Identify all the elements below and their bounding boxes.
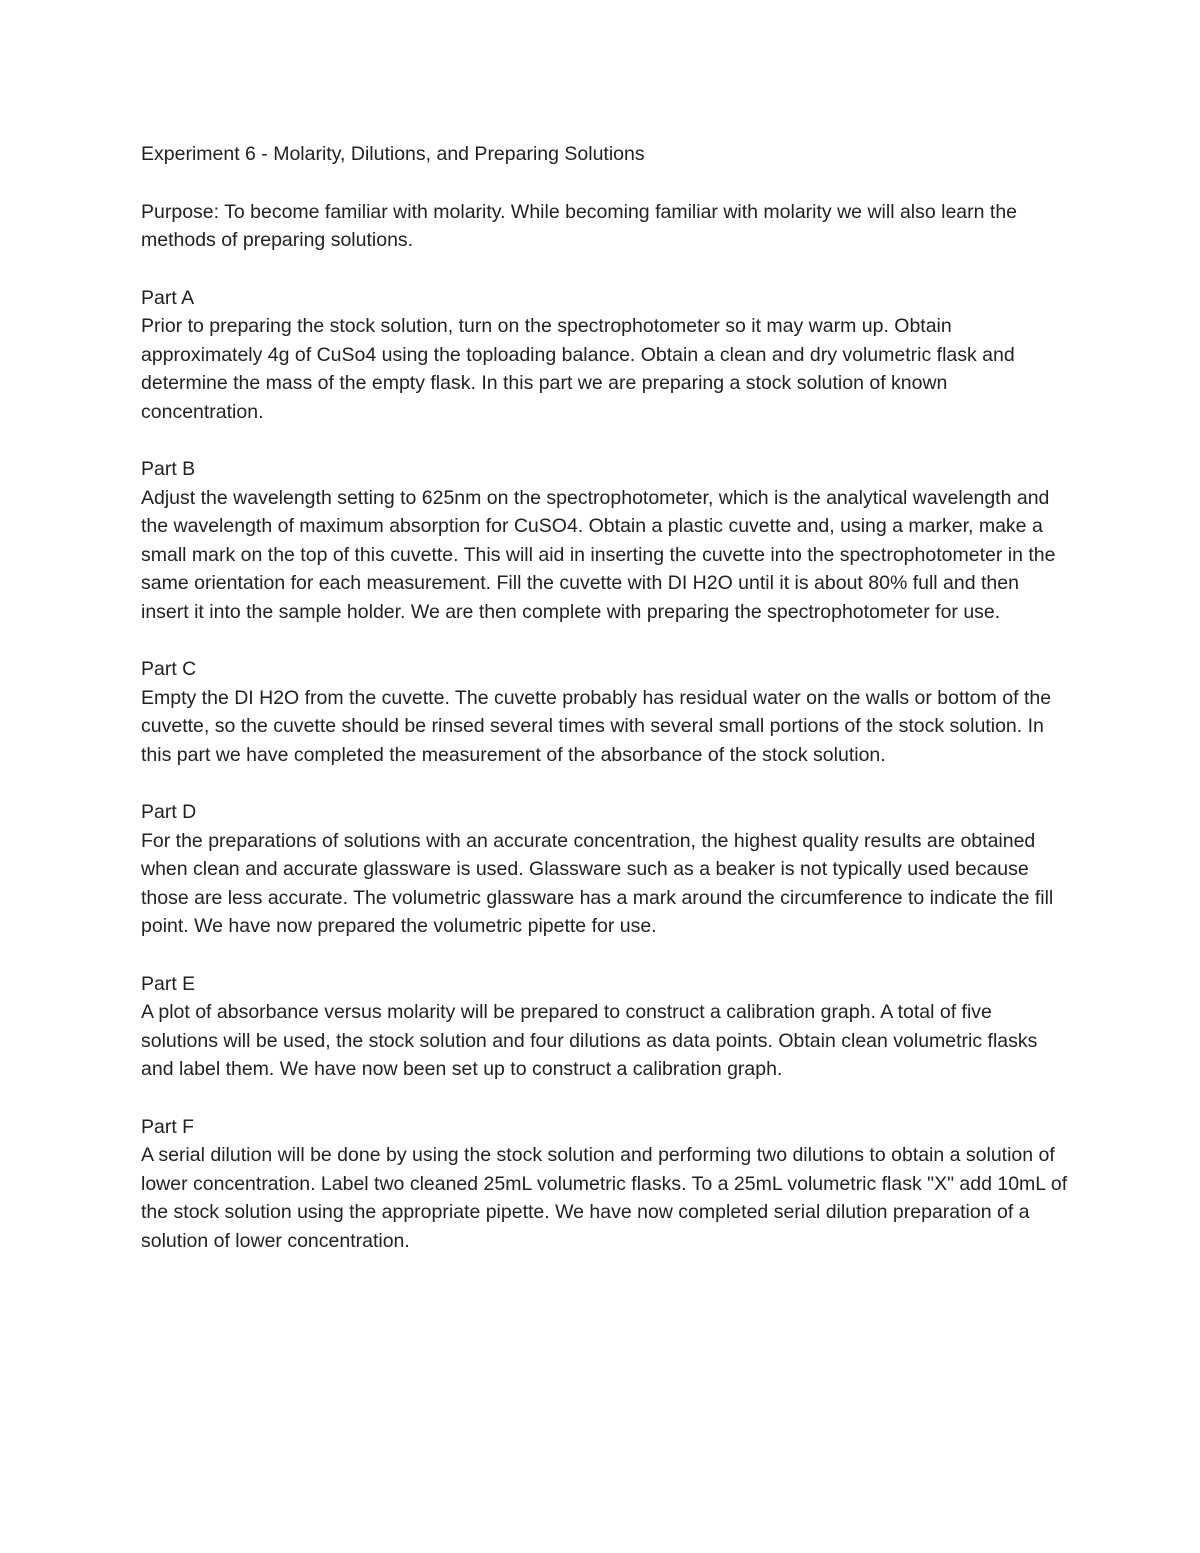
section-body: Adjust the wavelength setting to 625nm on the spectrophotometer, which is the analytical wavelength and the wavelength of maximum absorption for CuSO4. Obtain a plastic cuvette and, using a marker, make a small mark on the top of this cuvette. This will aid in inserting the cuvette into the spectrophotometer in the same orientation for each measurement. Fill the cuvette with DI H2O until it is about 80% full and then insert it into the sample holder. We are then complete with preparing the spectrophotometer for use. [141,486,1056,623]
section-part-e [141,970,1071,1084]
section-part-b [141,455,1071,626]
section-part-c [141,655,1071,769]
section-heading: Part E [141,972,196,995]
section-body: A serial dilution will be done by using the stock solution and performing two dilutions to obtain a solution of lower concentration. Label two cleaned 25mL volumetric flasks. To a 25mL volumetric flask "X" add 10mL of the stock solution using the appropriate pipette. We have now completed serial dilution preparation of a solution of lower concentration. [141,1144,1068,1252]
section-body: Prior to preparing the stock solution, turn on the spectrophotometer so it may warm up. Obtain approximately 4g of CuSo4 using the toploading balance. Obtain a clean and dry volumetric flask and determine the mass of the empty flask. In this part we are preparing a stock solution of known concentration. [141,315,1015,423]
section-heading: Part D [141,801,197,823]
section-body: A plot of absorbance versus molarity will be prepared to construct a calibration graph. A total of five solutions will be used, the stock solution and four dilutions as data points. Obtain clean volumetric flasks and label them. We have now been set up to construct a calibration graph. [141,1001,1038,1080]
purpose-paragraph: Purpose: To become familiar with molarity. While becoming familiar with molarity we will also learn the methods of preparing solutions. [141,200,1018,251]
section-heading: Part B [141,458,196,480]
section-heading: Part C [141,658,197,680]
section-part-a [141,284,1071,427]
document-page [141,140,1071,1284]
section-part-f [141,1113,1071,1256]
section-body: For the preparations of solutions with an accurate concentration, the highest quality results are obtained when clean and accurate glassware is used. Glassware such as a beaker is not typically used because those are less accurate. The volumetric glassware has a mark around the circumference to indicate the fill point. We have now prepared the volumetric pipette for use. [141,829,1054,937]
section-heading: Part A [141,286,195,309]
document-title: Experiment 6 - Molarity, Dilutions, and Preparing Solutions [141,143,645,165]
section-heading: Part F [141,1115,195,1138]
section-part-d [141,798,1071,941]
section-body: Empty the DI H2O from the cuvette. The cuvette probably has residual water on the walls or bottom of the cuvette, so the cuvette should be rinsed several times with several small portions of the stock solution. In this part we have completed the measurement of the absorbance of the stock solution. [141,686,1052,766]
